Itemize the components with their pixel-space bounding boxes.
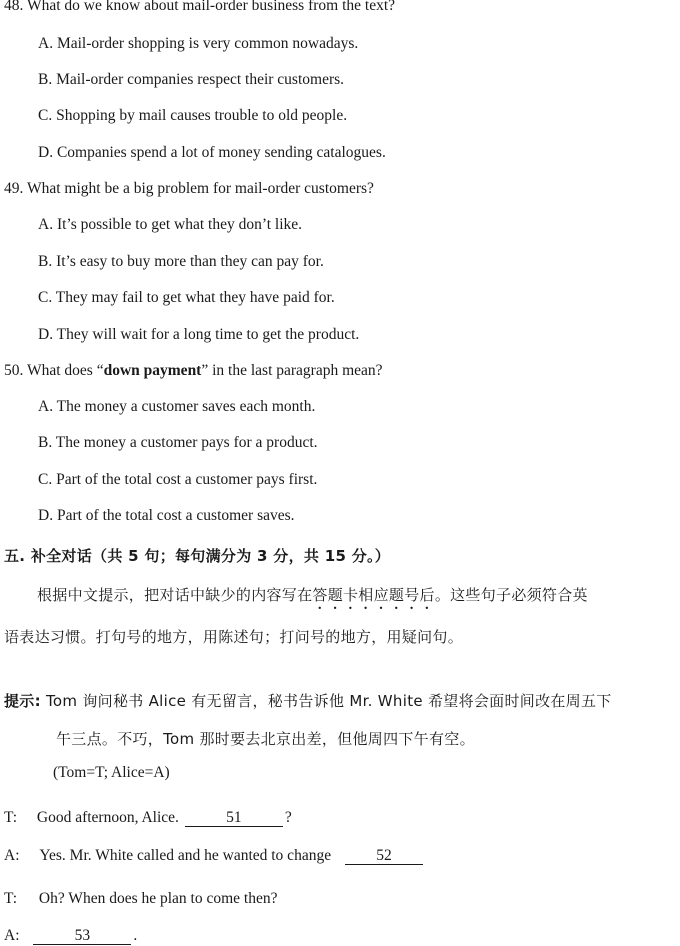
question-48-option-c: C. Shopping by mail causes trouble to old people. <box>38 107 348 124</box>
question-49-option-a: A. It’s possible to get what they don’t like. <box>38 216 303 233</box>
hint-line-2: 午三点。不巧，Tom 那时要去北京出差，但他周四下午有空。 <box>56 730 475 748</box>
question-48-option-b: B. Mail-order companies respect their customers. <box>38 71 345 88</box>
dialogue-line-52 <box>4 846 425 866</box>
question-48-option-d: D. Companies spend a lot of money sending catalogues. <box>38 144 386 161</box>
dialogue-text: Good afternoon, Alice. <box>36 809 179 826</box>
answer-blank-51[interactable]: 51 <box>185 810 283 827</box>
section-5-instruction-cont: 语表达习惯。打句号的地方，用陈述句；打问号的地方，用疑问句。 <box>4 628 464 646</box>
hint-line-1: 提示: Tom 询问秘书 Alice 有无留言，秘书告诉他 Mr. White 希望将会面时间改在周五下 <box>4 692 612 710</box>
question-50-option-b: B. The money a customer pays for a product. <box>38 434 318 451</box>
question-48-option-a: A. Mail-order shopping is very common nowadays. <box>38 35 359 52</box>
answer-blank-53[interactable]: 53 <box>33 928 131 945</box>
question-49-option-d: D. They will wait for a long time to get the product. <box>38 326 360 343</box>
dialogue-text: Yes. Mr. White called and he wanted to change <box>39 847 332 864</box>
dialogue-text: Oh? When does he plan to come then? <box>38 890 278 907</box>
dialogue-line-51: T: Good afternoon, Alice. 51 ? <box>4 809 292 826</box>
dialogue-line-t <box>4 889 277 909</box>
question-50-option-c: C. Part of the total cost a customer pays first. <box>38 471 318 488</box>
section-5-instruction: 根据中文提示，把对话中缺少的内容写在答题卡相应题号后。这些句子必须符合英 <box>37 586 588 604</box>
question-49-option-b: B. It’s easy to buy more than they can pay for. <box>38 253 324 270</box>
speaker-label: A: <box>4 847 20 864</box>
speaker-label: A: <box>4 927 20 944</box>
role-legend: (Tom=T; Alice=A) <box>53 764 170 781</box>
question-48-stem: 48. What do we know about mail-order business from the text? <box>4 0 396 14</box>
question-50-stem: 50. What does “down payment” in the last paragraph mean? <box>4 362 383 379</box>
speaker-label: T: <box>4 809 18 826</box>
speaker-label: T: <box>4 890 18 907</box>
question-49-option-c: C. They may fail to get what they have paid for. <box>38 289 335 306</box>
question-49-stem: 49. What might be a big problem for mail-order customers? <box>4 180 374 197</box>
question-50-option-d: D. Part of the total cost a customer saves. <box>38 507 295 524</box>
hint-label: 提示: <box>4 692 41 710</box>
answer-card-emphasis: 答题卡相应题号后 <box>312 586 435 604</box>
section-5-title: 五. 补全对话（共 5 句；每句满分为 3 分，共 15 分。） <box>4 547 391 565</box>
answer-blank-52[interactable]: 52 <box>345 848 423 865</box>
dialogue-line-53: A: 53 . <box>4 927 138 944</box>
down-payment-term: down payment <box>103 362 202 379</box>
question-50-option-a: A. The money a customer saves each month. <box>38 398 316 415</box>
